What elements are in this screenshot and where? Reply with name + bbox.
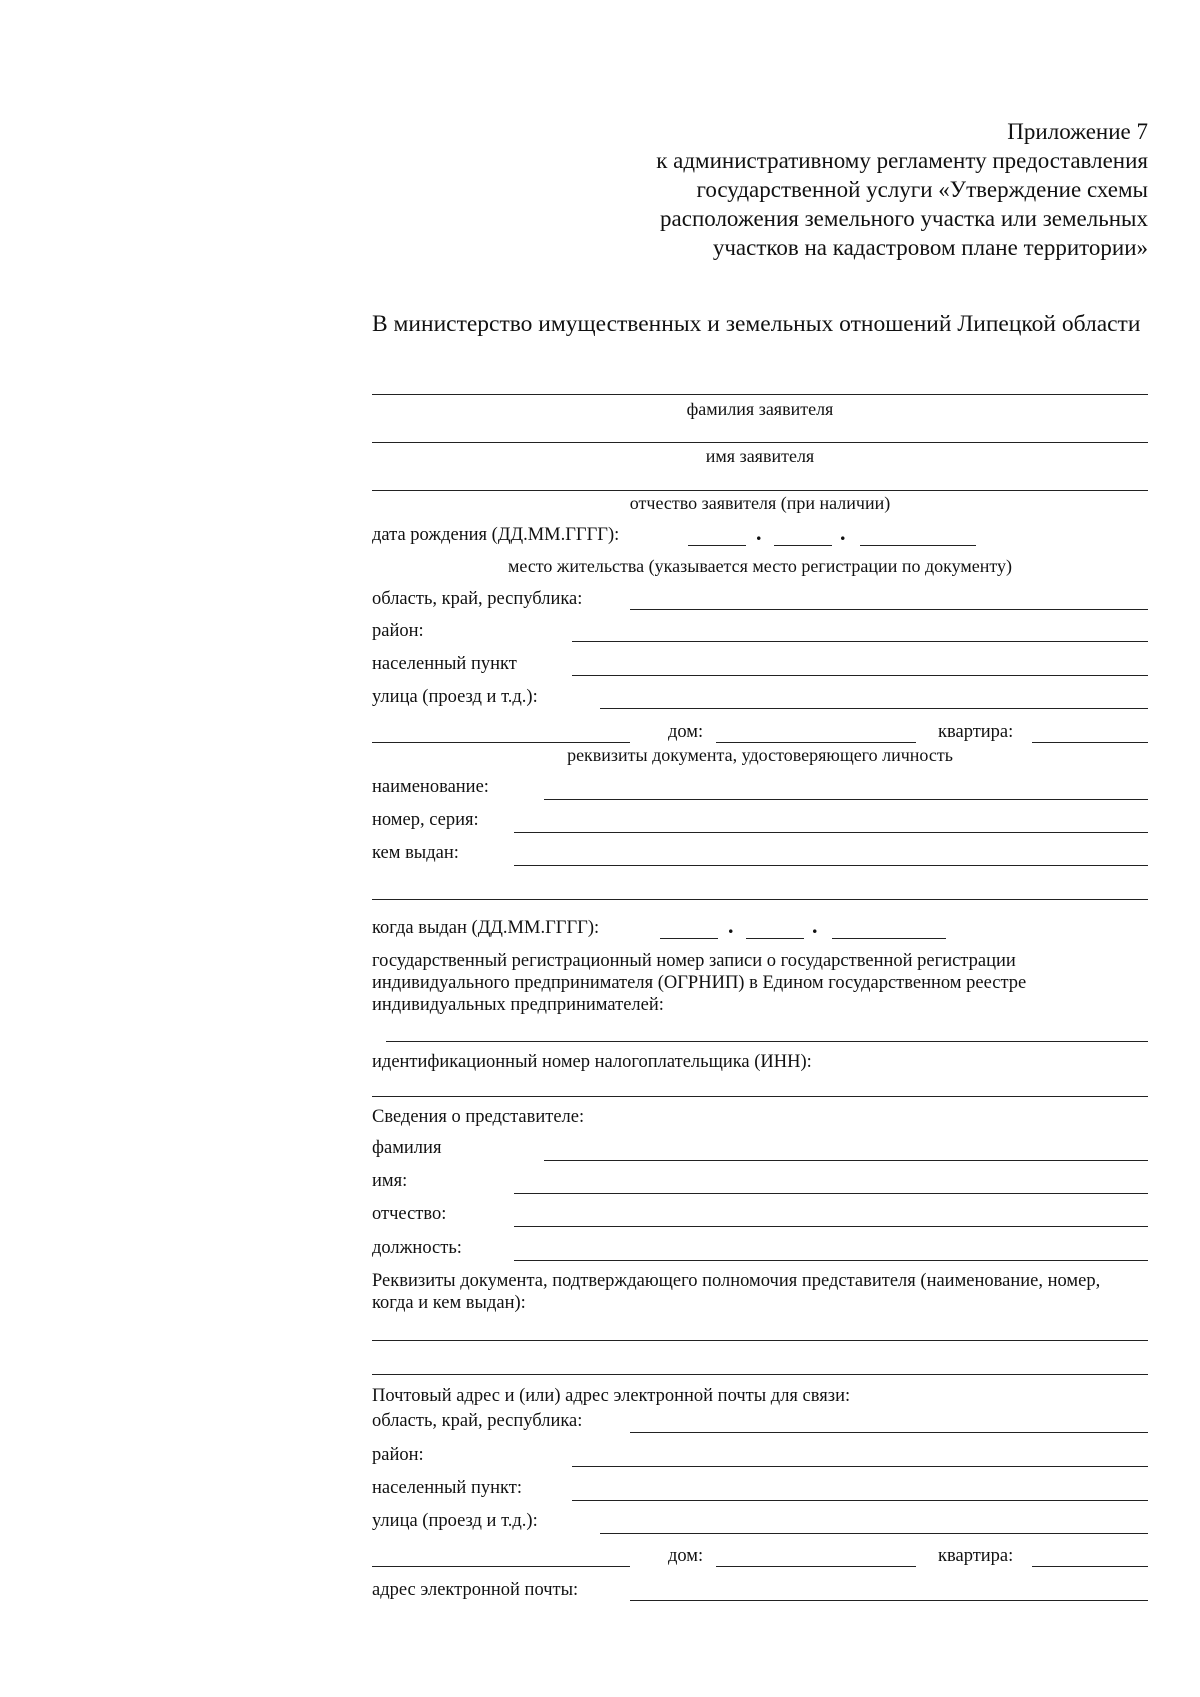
doc-date-label: когда выдан (ДД.ММ.ГГГГ): (372, 918, 600, 938)
surname-field[interactable] (372, 394, 1148, 395)
appendix-header (588, 117, 1148, 262)
rep-position-label: должность: (372, 1238, 462, 1258)
contact-locality-field[interactable] (572, 1500, 1148, 1501)
contact-apartment-label: квартира: (938, 1546, 1014, 1566)
appendix-line: Приложение 7 (1007, 119, 1148, 144)
contact-house-label: дом: (668, 1546, 704, 1566)
doc-number-label: номер, серия: (372, 810, 479, 830)
contact-heading: Почтовый адрес и (или) адрес электронной почты для связи: (372, 1386, 851, 1406)
date-separator: . (840, 520, 846, 545)
appendix-line: государственной услуги «Утверждение схемы (696, 177, 1148, 202)
locality-label: населенный пункт (372, 654, 517, 674)
representative-heading: Сведения о представителе: (372, 1107, 585, 1127)
residence-caption: место жительства (указывается место регистрации по документу) (507, 556, 1013, 576)
appendix-line: участков на кадастровом плане территории» (712, 235, 1148, 260)
authority-doc-field[interactable] (372, 1340, 1148, 1341)
authority-doc-continuation-field[interactable] (372, 1374, 1148, 1375)
birth-month-field[interactable] (774, 545, 832, 546)
doc-day-field[interactable] (660, 938, 718, 939)
patronymic-caption: отчество заявителя (при наличии) (629, 493, 891, 513)
birth-day-field[interactable] (688, 545, 746, 546)
district-label: район: (372, 621, 424, 641)
street-continuation-field[interactable] (372, 742, 630, 743)
surname-caption: фамилия заявителя (686, 399, 834, 419)
name-field[interactable] (372, 442, 1148, 443)
inn-field[interactable] (372, 1096, 1148, 1097)
recipient: В министерство имущественных и земельных отношений Липецкой области (372, 311, 1141, 337)
apartment-field[interactable] (1032, 742, 1148, 743)
contact-district-label: район: (372, 1445, 424, 1465)
birth-date-label: дата рождения (ДД.ММ.ГГГГ): (372, 525, 620, 545)
contact-street-label: улица (проезд и т.д.): (372, 1511, 538, 1531)
rep-position-field[interactable] (514, 1260, 1148, 1261)
doc-issuer-field[interactable] (514, 865, 1148, 866)
patronymic-field[interactable] (372, 490, 1148, 491)
contact-region-field[interactable] (630, 1432, 1148, 1433)
name-caption: имя заявителя (705, 446, 815, 466)
doc-year-field[interactable] (832, 938, 946, 939)
birth-year-field[interactable] (860, 545, 976, 546)
inn-label: идентификационный номер налогоплательщика (ИНН): (372, 1052, 812, 1072)
doc-issuer-continuation-field[interactable] (372, 899, 1148, 900)
street-field[interactable] (600, 708, 1148, 709)
date-separator: . (812, 913, 818, 938)
email-label: адрес электронной почты: (372, 1580, 579, 1600)
ogrnip-field[interactable] (386, 1041, 1148, 1042)
street-label: улица (проезд и т.д.): (372, 687, 538, 707)
rep-name-field[interactable] (514, 1193, 1148, 1194)
rep-patronymic-label: отчество: (372, 1204, 447, 1224)
authority-doc-text: Реквизиты документа, подтверждающего полномочия представителя (наименование, номер, когда и кем выдан): (372, 1271, 1101, 1313)
doc-number-field[interactable] (514, 832, 1148, 833)
locality-field[interactable] (572, 675, 1148, 676)
contact-house-field[interactable] (716, 1566, 916, 1567)
contact-street-continuation-field[interactable] (372, 1566, 630, 1567)
contact-apartment-field[interactable] (1032, 1566, 1148, 1567)
doc-name-field[interactable] (544, 799, 1148, 800)
district-field[interactable] (572, 641, 1148, 642)
house-label: дом: (668, 722, 704, 742)
rep-surname-label: фамилия (372, 1138, 442, 1158)
apartment-label: квартира: (938, 722, 1014, 742)
rep-patronymic-field[interactable] (514, 1226, 1148, 1227)
date-separator: . (756, 520, 762, 545)
region-field[interactable] (630, 609, 1148, 610)
region-label: область, край, республика: (372, 589, 583, 609)
rep-surname-field[interactable] (544, 1160, 1148, 1161)
contact-region-label: область, край, республика: (372, 1411, 583, 1431)
appendix-line: к административному регламенту предоставления (656, 148, 1148, 173)
contact-district-field[interactable] (572, 1466, 1148, 1467)
date-separator: . (728, 913, 734, 938)
rep-name-label: имя: (372, 1171, 408, 1191)
doc-issuer-label: кем выдан: (372, 843, 459, 863)
contact-street-field[interactable] (600, 1533, 1148, 1534)
doc-month-field[interactable] (746, 938, 804, 939)
appendix-line: расположения земельного участка или земельных (660, 206, 1148, 231)
contact-locality-label: населенный пункт: (372, 1478, 522, 1498)
doc-name-label: наименование: (372, 777, 489, 797)
email-field[interactable] (630, 1600, 1148, 1601)
ogrnip-text: государственный регистрационный номер записи о государственной регистрации индивидуального предпринимателя (ОГРНИП) в Едином государственном реестре индивидуальных предпринимателей: (372, 951, 1027, 1015)
house-field[interactable] (716, 742, 916, 743)
id-document-caption: реквизиты документа, удостоверяющего личность (567, 745, 953, 765)
